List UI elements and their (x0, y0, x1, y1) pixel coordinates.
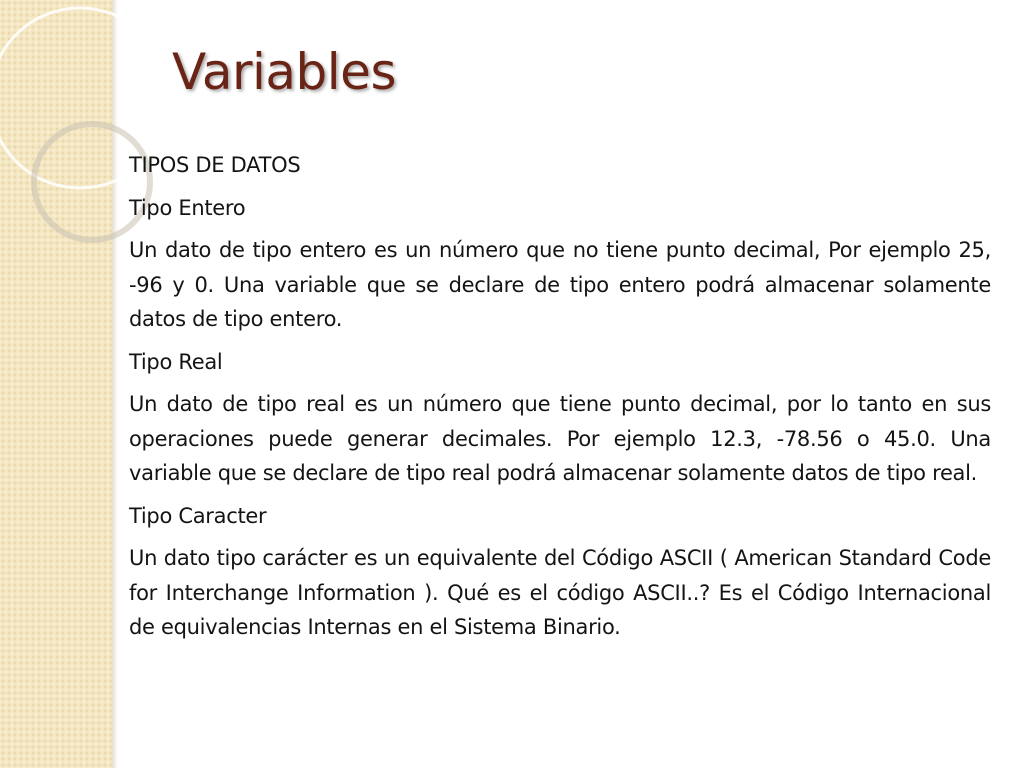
subsection-heading-tipo-real: Tipo Real (129, 349, 223, 374)
slide-content (129, 148, 991, 653)
section-heading: TIPOS DE DATOS (129, 153, 301, 177)
subsection-body-tipo-caracter: Un dato tipo carácter es un equivalente del Código ASCII ( American Standard Code for Interchange Information ). Qué es el código ASCII..? Es el Código Internacional de equivalencias Internas en el Sistema Binario. (129, 546, 991, 639)
subsection-body-tipo-entero: Un dato de tipo entero es un número que no tiene punto decimal, Por ejemplo 25, -96 y 0. Una variable que se declare de tipo entero podrá almacenar solamente datos de tipo entero. (129, 238, 991, 331)
subsection-body-tipo-real: Un dato de tipo real es un número que tiene punto decimal, por lo tanto en sus operaciones puede generar decimales. Por ejemplo 12.3, -78.56 o 45.0. Una variable que se declare de tipo real podrá almacenar solamente datos de tipo real. (129, 392, 991, 485)
subsection-heading-tipo-entero: Tipo Entero (129, 195, 246, 220)
subsection-heading-tipo-caracter: Tipo Caracter (129, 503, 267, 528)
slide-title: Variables (172, 43, 396, 101)
